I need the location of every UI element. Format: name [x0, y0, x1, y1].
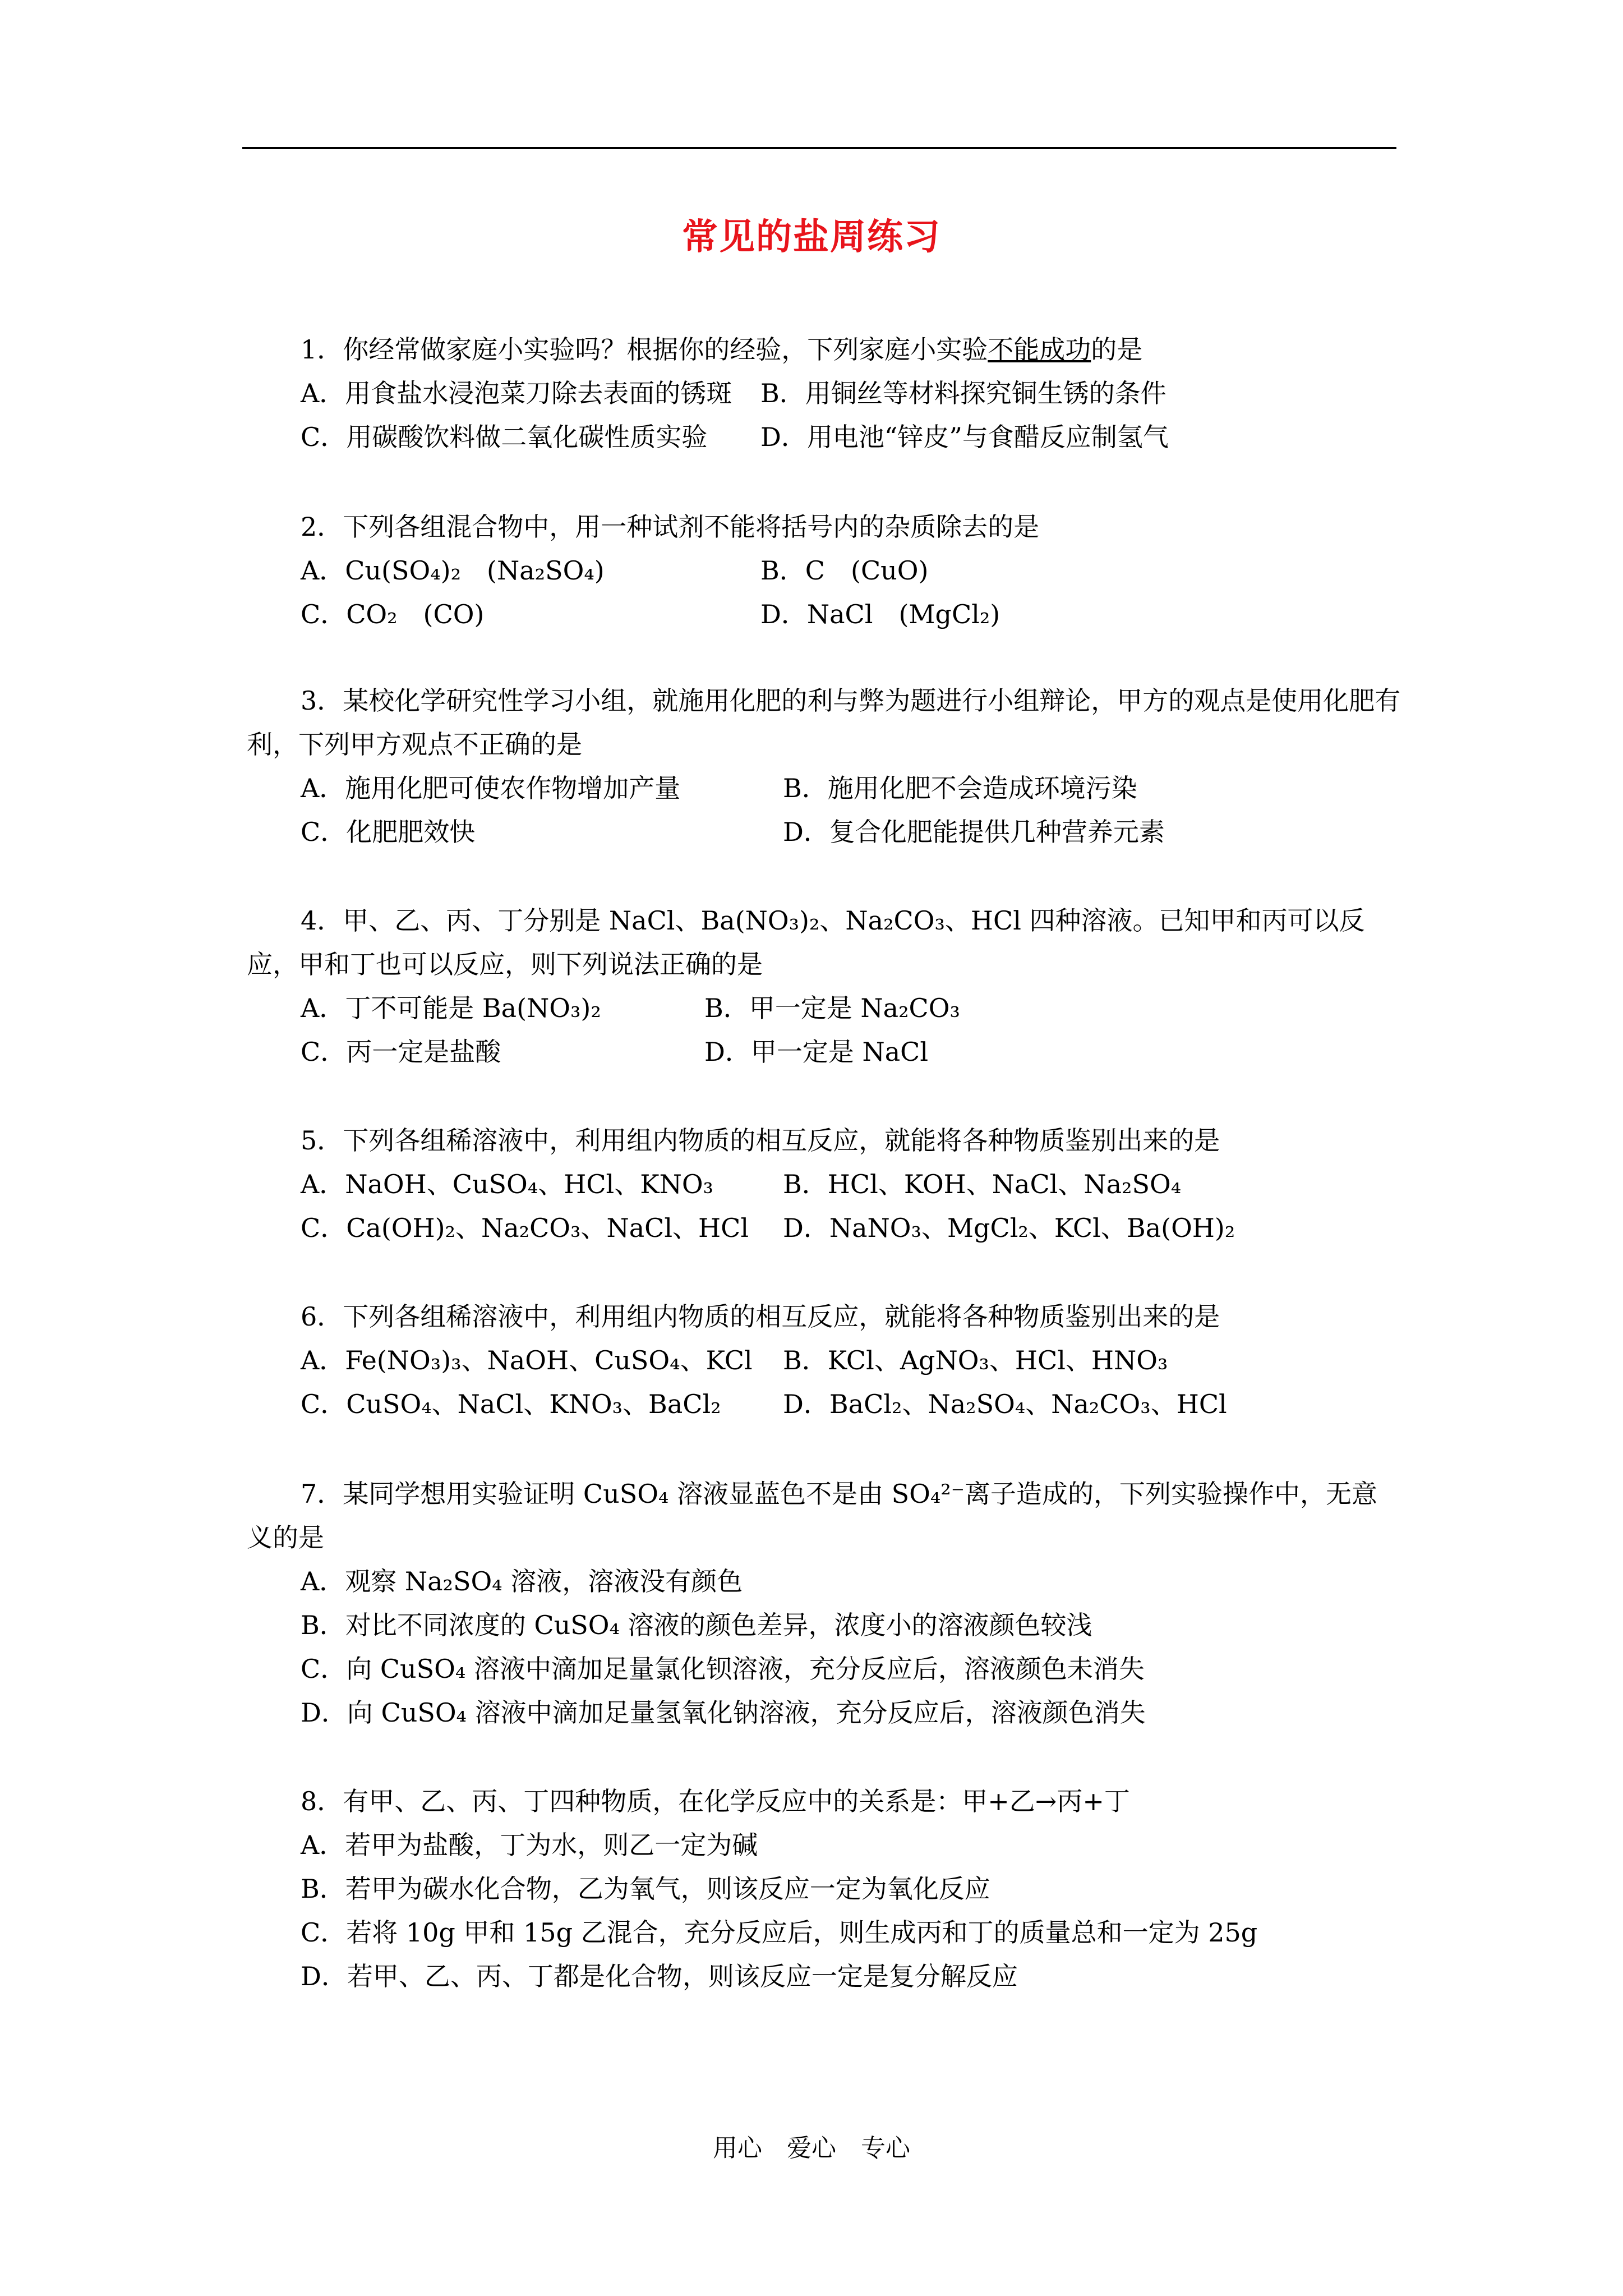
page-footer: 用心 爱心 专心 [713, 2134, 910, 2162]
question-stem: 6．下列各组稀溶液中，利用组内物质的相互反应，就能将各种物质鉴别出来的是 [301, 1301, 1220, 1332]
header-rule [242, 147, 1396, 149]
option-b[interactable]: B．若甲为碳水化合物，乙为氧气，则该反应一定为氧化反应 [301, 1874, 990, 1904]
option-d[interactable]: D．用电池“锌皮”与食醋反应制氢气 [760, 422, 1169, 452]
options-grid [247, 1162, 1402, 1250]
option-b[interactable]: B．C (CuO) [760, 555, 929, 586]
option-c[interactable]: C．向 CuSO₄ 溶液中滴加足量氯化钡溶液，充分反应后，溶液颜色未消失 [301, 1654, 1145, 1684]
options-grid [247, 371, 1402, 459]
page-title: 常见的盐周练习 [682, 216, 941, 258]
question-7 [247, 1472, 1402, 1734]
options-list [247, 1823, 1402, 1998]
option-c[interactable]: C．化肥肥效快 [301, 817, 476, 847]
option-a[interactable]: A．用食盐水浸泡菜刀除去表面的锈斑 [301, 378, 732, 408]
option-c[interactable]: C．丙一定是盐酸 [301, 1037, 501, 1067]
option-d[interactable]: D．甲一定是 NaCl [704, 1037, 929, 1067]
option-c[interactable]: C．CO₂ (CO) [301, 599, 485, 629]
option-d[interactable]: D．NaCl (MgCl₂) [760, 599, 1000, 629]
question-stem: 4．甲、乙、丙、丁分别是 NaCl、Ba(NO₃)₂、Na₂CO₃、HCl 四种溶液。已知甲和丙可以反应，甲和丁也可以反应，则下列说法正确的是 [247, 905, 1365, 979]
option-c[interactable]: C．若将 10g 甲和 15g 乙混合，充分反应后，则生成丙和丁的质量总和一定为 25g [301, 1917, 1258, 1948]
question-2 [247, 505, 1402, 636]
option-a[interactable]: A．丁不可能是 Ba(NO₃)₂ [301, 993, 601, 1023]
option-b[interactable]: B．对比不同浓度的 CuSO₄ 溶液的颜色差异，浓度小的溶液颜色较浅 [301, 1610, 1092, 1640]
question-stem: 7．某同学想用实验证明 CuSO₄ 溶液显蓝色不是由 SO₄²⁻离子造成的，下列实验操作中，无意义的是 [247, 1479, 1378, 1553]
question-4 [247, 899, 1402, 1074]
question-stem: 1．你经常做家庭小实验吗？根据你的经验，下列家庭小实验不能成功的是 [301, 334, 1143, 365]
option-a[interactable]: A．若甲为盐酸，丁为水，则乙一定为碱 [301, 1830, 758, 1860]
option-b[interactable]: B．KCl、AgNO₃、HCl、HNO₃ [783, 1345, 1168, 1375]
options-grid [247, 986, 1402, 1074]
option-b[interactable]: B．HCl、KOH、NaCl、Na₂SO₄ [783, 1169, 1182, 1199]
options-list [247, 1559, 1402, 1734]
option-d[interactable]: D．向 CuSO₄ 溶液中滴加足量氢氧化钠溶液，充分反应后，溶液颜色消失 [301, 1697, 1146, 1728]
option-c[interactable]: C．Ca(OH)₂、Na₂CO₃、NaCl、HCl [301, 1213, 749, 1243]
option-a[interactable]: A．观察 Na₂SO₄ 溶液，溶液没有颜色 [301, 1566, 743, 1596]
options-grid [247, 549, 1402, 636]
option-c[interactable]: C．用碳酸饮料做二氧化碳性质实验 [301, 422, 708, 452]
option-d[interactable]: D．复合化肥能提供几种营养元素 [783, 817, 1165, 847]
underlined-phrase: 不能成功 [988, 334, 1091, 365]
options-grid [247, 766, 1402, 854]
option-b[interactable]: B．施用化肥不会造成环境污染 [783, 773, 1137, 803]
question-stem: 5．下列各组稀溶液中，利用组内物质的相互反应，就能将各种物质鉴别出来的是 [301, 1125, 1220, 1156]
question-1 [247, 328, 1402, 459]
question-6 [247, 1295, 1402, 1426]
option-a[interactable]: A．NaOH、CuSO₄、HCl、KNO₃ [301, 1169, 713, 1199]
option-a[interactable]: A．施用化肥可使农作物增加产量 [301, 773, 681, 803]
question-stem: 3．某校化学研究性学习小组，就施用化肥的利与弊为题进行小组辩论，甲方的观点是使用化肥有利，下列甲方观点不正确的是 [247, 685, 1401, 760]
option-d[interactable]: D．若甲、乙、丙、丁都是化合物，则该反应一定是复分解反应 [301, 1961, 1018, 1991]
option-d[interactable]: D．BaCl₂、Na₂SO₄、Na₂CO₃、HCl [783, 1389, 1227, 1419]
option-a[interactable]: A．Cu(SO₄)₂ (Na₂SO₄) [301, 555, 605, 586]
option-c[interactable]: C．CuSO₄、NaCl、KNO₃、BaCl₂ [301, 1389, 721, 1419]
option-b[interactable]: B．用铜丝等材料探究铜生锈的条件 [760, 378, 1166, 408]
options-grid [247, 1338, 1402, 1426]
question-stem: 2．下列各组混合物中，用一种试剂不能将括号内的杂质除去的是 [301, 512, 1040, 542]
option-b[interactable]: B．甲一定是 Na₂CO₃ [704, 993, 960, 1023]
question-8 [247, 1779, 1402, 1998]
question-5 [247, 1119, 1402, 1250]
option-a[interactable]: A．Fe(NO₃)₃、NaOH、CuSO₄、KCl [301, 1345, 753, 1375]
option-d[interactable]: D．NaNO₃、MgCl₂、KCl、Ba(OH)₂ [783, 1213, 1235, 1243]
question-3 [247, 679, 1402, 854]
question-stem: 8．有甲、乙、丙、丁四种物质，在化学反应中的关系是：甲+乙→丙+丁 [301, 1786, 1130, 1816]
